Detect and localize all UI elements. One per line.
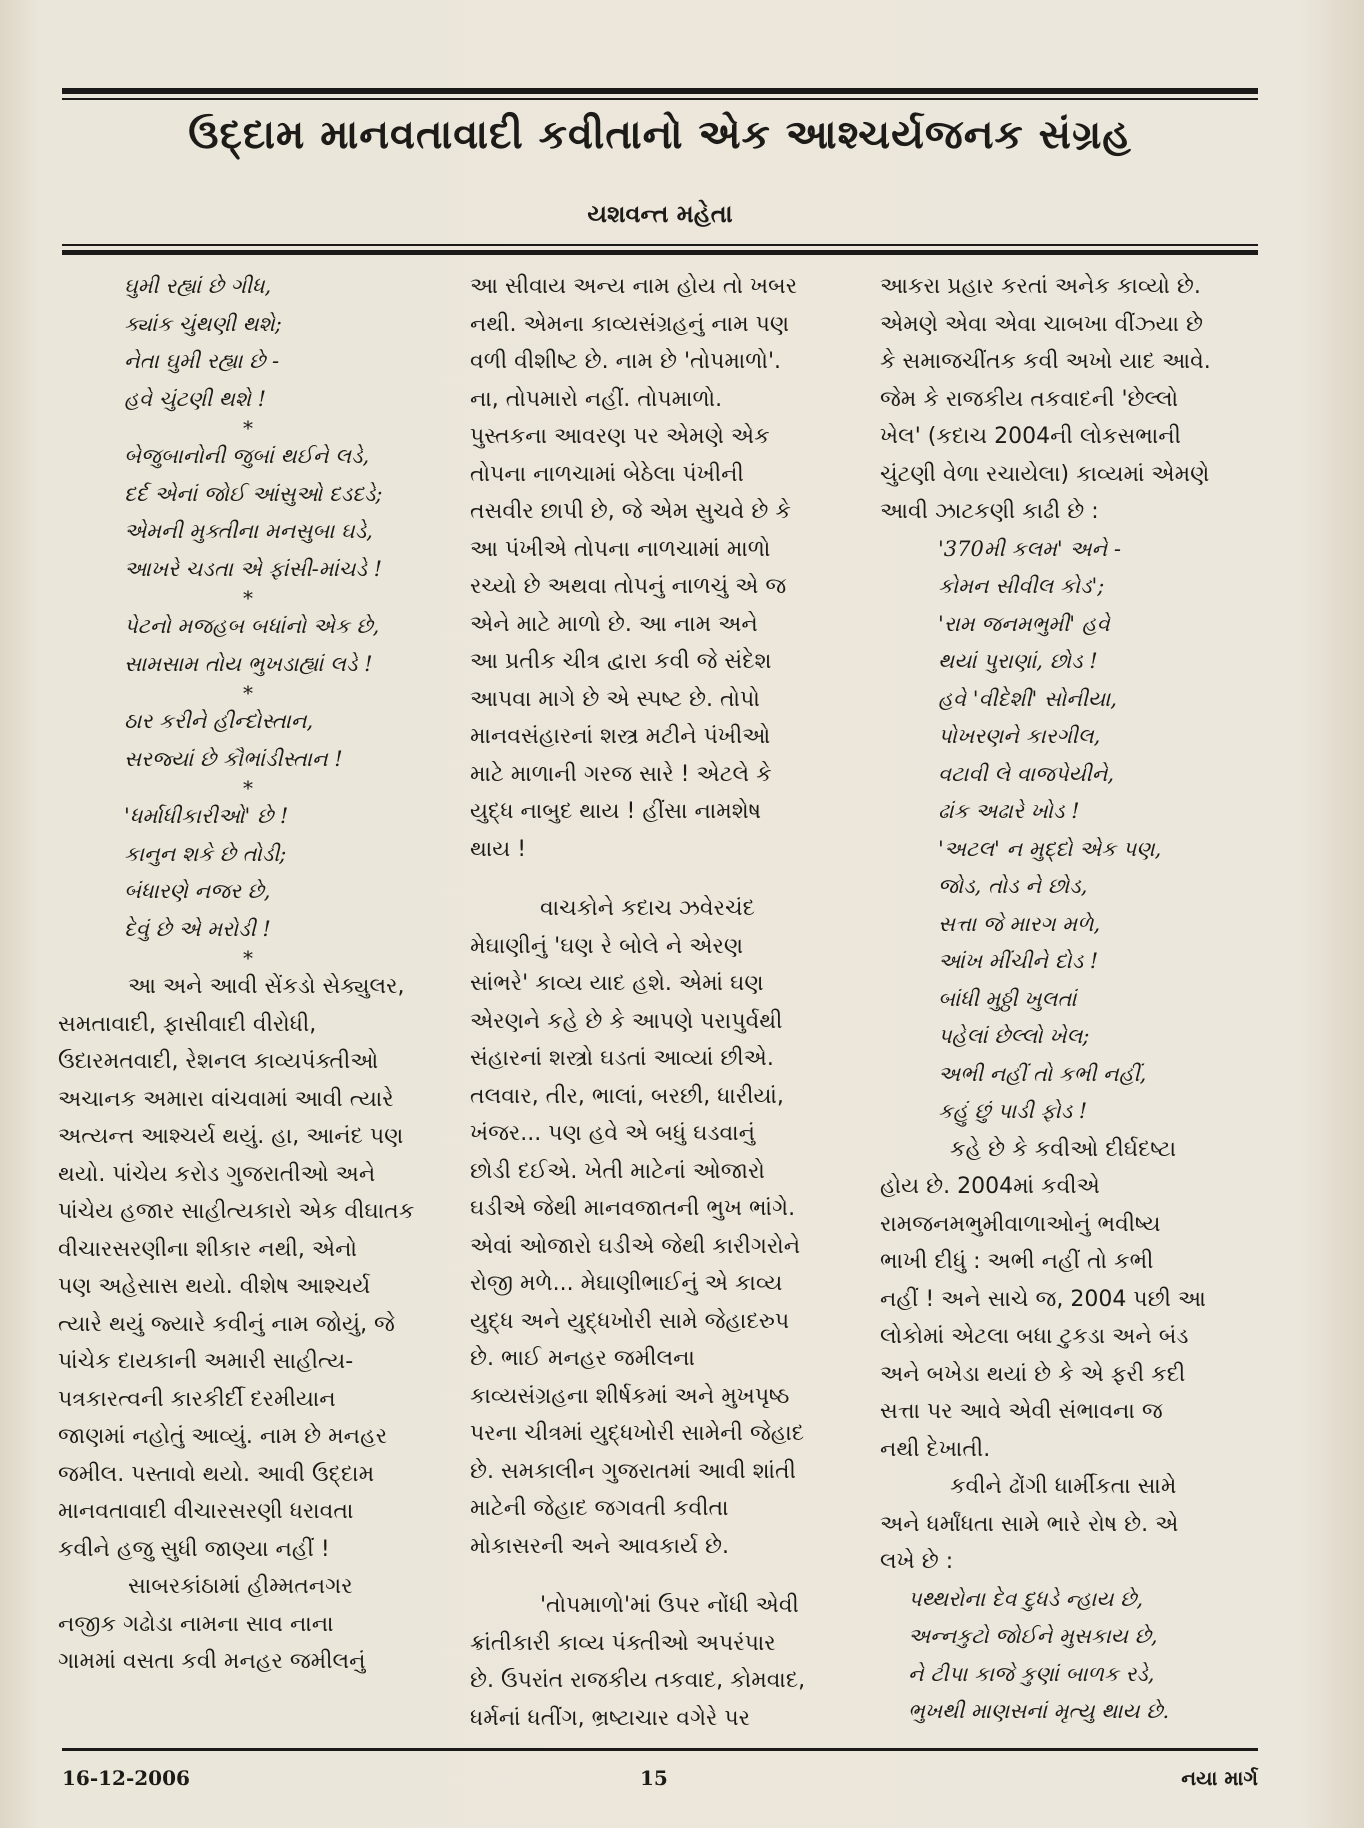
poem-line: પહેલાં છેલ્લો ખેલ; xyxy=(938,1024,1090,1048)
text-line: કહે છે કે કવીઓ દીર્ઘદષ્ટા xyxy=(950,1136,1177,1162)
poem-line: કહું છું પાડી ફોડ ! xyxy=(938,1099,1088,1123)
text-line: વીચારસરણીના શીકાર નથી, એનો xyxy=(58,1236,357,1262)
column-1 xyxy=(58,268,438,1681)
poem-line: કોમન સીવીલ કોડ'; xyxy=(938,574,1105,598)
text-line: છોડી દઈએ. ખેતી માટેનાં ઓજારો xyxy=(470,1158,765,1184)
text-line: પણ અહેસાસ થયો. વીશેષ આશ્ચર્ય xyxy=(58,1274,371,1299)
text-line: સાબરકાંઠામાં હીમ્મતનગર xyxy=(128,1574,353,1599)
text-line: તોપના નાળચામાં બેઠેલા પંખીની xyxy=(470,461,744,487)
header-rule-thin xyxy=(62,244,1258,246)
poem-line: ને ટીપા કાજે કુણાં બાળક રડે, xyxy=(908,1661,1155,1686)
text-line: મેઘાણીનું 'ઘણ રે બોલે ને એરણ xyxy=(470,933,744,959)
poem-line: સત્તા જે મારગ મળે, xyxy=(938,911,1101,936)
text-line: પાંચેય હજાર સાહીત્યકારો એક વીઘાતક xyxy=(58,1199,415,1224)
article-author: યશવન્ત મહેતા xyxy=(587,200,733,228)
text-line: કાવ્યસંગ્રહના શીર્ષકમાં અને મુખપૃષ્ઠ xyxy=(470,1383,790,1409)
footer-rule xyxy=(62,1748,1258,1751)
poem-line: 'રામ જનમભુમી' હવે xyxy=(938,611,1110,636)
paragraph xyxy=(470,268,850,868)
text-line: વાચકોને કદાચ ઝવેરચંદ xyxy=(540,896,755,921)
text-line: છે. સમકાલીન ગુજરાતમાં આવી શાંતી xyxy=(470,1458,796,1484)
text-line: રોજી મળે... મેઘાણીભાઈનું એ કાવ્ય xyxy=(470,1271,783,1296)
text-line: અને ધર્માંધતા સામે ભારે રોષ છે. એ xyxy=(880,1511,1179,1537)
poem-line: દર્દ એનાં જોઈ આંસુઓ દડદડે; xyxy=(124,481,383,506)
paragraph xyxy=(470,890,850,1565)
text-line: સમતાવાદી, ફાસીવાદી વીરોધી, xyxy=(58,1011,317,1037)
text-line: તસવીર છાપી છે, જે એમ સુચવે છે કે xyxy=(470,499,791,524)
poem-line: વટાવી લે વાજપેયીને, xyxy=(938,761,1115,786)
text-line: છે. ભાઈ મનહર જમીલના xyxy=(470,1346,695,1371)
poem-line: ઠાર કરીને હીન્દોસ્તાન, xyxy=(124,709,314,733)
text-line: જમીલ. પસ્તાવો થયો. આવી ઉદ્દામ xyxy=(58,1461,375,1487)
text-line: એવાં ઓજારો ઘડીએ જેથી કારીગરોને xyxy=(470,1233,801,1259)
page-number: 15 xyxy=(640,1766,668,1790)
text-line: આ પ્રતીક ચીત્ર દ્વારા કવી જે સંદેશ xyxy=(470,649,772,674)
header-rule xyxy=(62,250,1258,255)
poem-line: એમની મુક્તીના મનસુબા ઘડે, xyxy=(124,519,373,543)
poem-separator: * xyxy=(243,776,253,800)
poem-line: દેવું છે એ મરોડી ! xyxy=(124,916,271,941)
poem-line: 'ધર્માધીકારીઓ' છે ! xyxy=(124,804,289,828)
text-line: લોકોમાં એટલા બધા ટુકડા અને બંડ xyxy=(880,1324,1189,1349)
poem-line: પથ્થરોના દેવ દુધડે ન્હાય છે, xyxy=(908,1586,1144,1611)
text-line: એરણને કહે છે કે આપણે પરાપુર્વથી xyxy=(470,1008,783,1034)
text-line: તલવાર, તીર, ભાલાં, બરછી, ધારીયાં, xyxy=(470,1083,784,1109)
paragraph xyxy=(470,1587,850,1737)
text-line: ત્યારે થયું જ્યારે કવીનું નામ જોયું, જે xyxy=(58,1311,395,1337)
text-line: અત્યન્ત આશ્ચર્ય થયું. હા, આનંદ પણ xyxy=(58,1124,404,1149)
poem-line: '370મી કલમ' અને - xyxy=(938,536,1121,561)
text-line: પુસ્તકના આવરણ પર એમણે એક xyxy=(470,424,770,449)
column-3 xyxy=(880,268,1258,1731)
text-line: માનવસંહારનાં શસ્ત્ર મટીને પંખીઓ xyxy=(470,724,771,749)
text-line: થાય ! xyxy=(470,836,527,862)
text-line: થયો. પાંચેય કરોડ ગુજરાતીઓ અને xyxy=(58,1161,376,1187)
text-line: જેમ કે રાજકીય તકવાદની 'છેલ્લો xyxy=(880,386,1179,412)
poem-block xyxy=(58,268,438,968)
text-line: નથી. એમના કાવ્યસંગ્રહનું નામ પણ xyxy=(470,311,790,337)
text-line: હોય છે. 2004માં કવીએ xyxy=(880,1174,1100,1199)
text-line: ધર્મનાં ધતીંગ, ભ્રષ્ટાચાર વગેરે પર xyxy=(470,1705,751,1731)
text-line: કવીને હજુ સુધી જાણ્યા નહીં ! xyxy=(58,1536,330,1562)
text-line: આ સીવાય અન્ય નામ હોય તો ખબર xyxy=(470,274,798,299)
article-title: ઉદ્દામ માનવતાવાદી કવીતાનો એક આશ્ચર્યજનક સંગ્રહ xyxy=(188,112,1132,158)
text-line: રામજનમભુમીવાળાઓનું ભવીષ્ય xyxy=(880,1211,1161,1237)
text-line: પરના ચીત્રમાં યુદ્ધખોરી સામેની જેહાદ xyxy=(470,1421,805,1446)
issue-date: 16-12-2006 xyxy=(62,1766,190,1790)
poem-line: 'અટલ' ન મુદ્દો એક પણ, xyxy=(938,836,1162,861)
top-rule-thin xyxy=(62,98,1258,100)
text-line: ખેલ' (કદાચ 2004ની લોકસભાની xyxy=(880,424,1181,449)
text-line: યુદ્ધ અને યુદ્ધખોરી સામે જેહાદરુપ xyxy=(470,1308,790,1334)
poem-separator: * xyxy=(243,681,253,705)
paragraph xyxy=(880,1131,1258,1469)
text-line: એમણે એવા એવા ચાબખા વીંઝ્યા છે xyxy=(880,311,1204,337)
poem-line: જોડ, તોડ ને છોડ, xyxy=(938,874,1088,898)
publication-name: નયા માર્ગ xyxy=(1181,1766,1258,1790)
text-line: ચુંટણી વેળા રચાયેલા) કાવ્યમાં એમણે xyxy=(880,461,1210,487)
text-line: ગામમાં વસતા કવી મનહર જમીલનું xyxy=(58,1649,366,1674)
text-line: આકરા પ્રહાર કરતાં અનેક કાવ્યો છે. xyxy=(880,274,1201,299)
poem-line: હવે ચુંટણી થશે ! xyxy=(124,386,267,411)
text-line: માટેની જેહાદ જગવતી કવીતા xyxy=(470,1496,729,1521)
text-line: ક્રાંતીકારી કાવ્ય પંક્તીઓ અપરંપાર xyxy=(470,1630,776,1656)
paragraph xyxy=(58,1568,438,1681)
poem-block xyxy=(880,531,1258,1131)
text-line: નથી દેખાતી. xyxy=(880,1436,991,1462)
text-line: ખંજર... પણ હવે એ બધું ઘડવાનું xyxy=(470,1121,756,1146)
text-line: ના, તોપમારો નહીં. તોપમાળો. xyxy=(470,386,723,412)
text-line: સાંભરે' કાવ્ય યાદ હશે. એમાં ઘણ xyxy=(470,971,764,996)
text-line: મોકાસરની અને આવકાર્ય છે. xyxy=(470,1533,730,1559)
text-line: માટે માળાની ગરજ સારે ! એટલે કે xyxy=(470,761,772,787)
text-line: વળી વીશીષ્ટ છે. નામ છે 'તોપમાળો'. xyxy=(470,349,782,374)
poem-line: બેજુબાનોની જુબાં થઈને લડે, xyxy=(124,444,370,468)
text-line: આપવા માગે છે એ સ્પષ્ટ છે. તોપો xyxy=(470,686,760,712)
poem-line: થયાં પુરાણાં, છોડ ! xyxy=(938,649,1098,673)
paragraph xyxy=(880,1468,1258,1581)
text-line: આવી ઝાટકણી કાઢી છે : xyxy=(880,499,1099,524)
text-line: યુદ્ધ નાબુદ થાય ! હીંસા નામશેષ xyxy=(470,799,762,824)
poem-line: અભી નહીં તો કભી નહીં, xyxy=(938,1061,1147,1086)
text-line: 'તોપમાળો'માં ઉપર નોંધી એવી xyxy=(540,1593,799,1618)
poem-line: ઢાંક અઢારે ખોડ ! xyxy=(938,799,1080,823)
text-line: નહીં ! અને સાચે જ, 2004 પછી આ xyxy=(880,1286,1206,1312)
text-line: માનવતાવાદી વીચારસરણી ધરાવતા xyxy=(58,1499,354,1524)
poem-line: કાનુન શકે છે તોડી; xyxy=(124,841,287,866)
text-line: સંહારનાં શસ્ત્રો ઘડતાં આવ્યાં છીએ. xyxy=(470,1046,774,1071)
paragraph xyxy=(880,268,1258,531)
poem-line: બંધારણે નજર છે, xyxy=(124,879,271,903)
poem-line: આંખ મીંચીને દોડ ! xyxy=(938,949,1099,973)
poem-separator: * xyxy=(243,416,253,440)
text-line: આ અને આવી સેંકડો સેક્યુલર, xyxy=(128,974,405,999)
text-line: રચ્યો છે અથવા તોપનું નાળચું એ જ xyxy=(470,574,787,599)
poem-line: નેતા ઘુમી રહ્યા છે - xyxy=(124,349,280,373)
poem-line: ભુખથી માણસનાં મૃત્યુ થાય છે. xyxy=(908,1699,1170,1723)
poem-line: ઘુમી રહ્યાં છે ગીધ, xyxy=(124,274,272,298)
text-line: આ પંખીએ તોપના નાળચામાં માળો xyxy=(470,536,771,562)
poem-line: પેટનો મજહબ બધાંનો એક છે, xyxy=(124,614,380,638)
poem-line: આખરે ચડતા એ ફાંસી-માંચડે ! xyxy=(124,556,383,581)
text-line: જાણમાં નહોતું આવ્યું. નામ છે મનહર xyxy=(58,1424,388,1449)
text-line: ઘડીએ જેથી માનવજાતની ભુખ ભાંગે. xyxy=(470,1196,796,1221)
text-line: પાંચેક દાયકાની અમારી સાહીત્ય- xyxy=(58,1349,354,1374)
top-rule xyxy=(62,88,1258,94)
poem-line: સરજ્યાં છે કૌભાંડીસ્તાન ! xyxy=(124,746,343,771)
text-line: પત્રકારત્વની કારકીર્દી દરમીયાન xyxy=(58,1386,336,1412)
text-line: અચાનક અમારા વાંચવામાં આવી ત્યારે xyxy=(58,1086,394,1112)
text-line: ઉદારમતવાદી, રેશનલ કાવ્યપંક્તીઓ xyxy=(58,1049,379,1074)
paragraph xyxy=(58,968,438,1568)
text-line: ભાખી દીધું : અભી નહીં તો કભી xyxy=(880,1249,1154,1274)
poem-line: સામસામ તોય ભુખડાહ્યાં લડે ! xyxy=(124,651,373,676)
poem-line: અન્નકુટો જોઈને મુસકાય છે, xyxy=(908,1624,1158,1648)
text-line: એને માટે માળો છે. આ નામ અને xyxy=(470,611,758,637)
poem-separator: * xyxy=(243,946,253,970)
text-line: સત્તા પર આવે એવી સંભાવના જ xyxy=(880,1399,1163,1424)
poem-block xyxy=(880,1581,1258,1731)
text-line: કવીને ઢોંગી ધાર્મીકતા સામે xyxy=(950,1474,1177,1499)
poem-line: પોખરણને કારગીલ, xyxy=(938,724,1101,748)
poem-separator: * xyxy=(243,586,253,610)
poem-line: ક્યાંક ચુંથણી થશે; xyxy=(124,311,282,336)
text-line: કે સમાજચીંતક કવી અખો યાદ આવે. xyxy=(880,349,1211,374)
text-line: અને બખેડા થયાં છે કે એ ફરી કદી xyxy=(880,1361,1186,1387)
text-line: લખે છે : xyxy=(880,1549,954,1574)
text-line: નજીક ગઢોડા નામના સાવ નાના xyxy=(58,1611,334,1637)
poem-line: બાંધી મુઠ્ઠી ખુલતાં xyxy=(938,986,1077,1011)
text-line: છે. ઉપરાંત રાજકીય તકવાદ, કોમવાદ, xyxy=(470,1668,806,1693)
poem-line: હવે 'વીદેશી' સોનીયા, xyxy=(938,686,1117,711)
column-2 xyxy=(470,268,850,1737)
